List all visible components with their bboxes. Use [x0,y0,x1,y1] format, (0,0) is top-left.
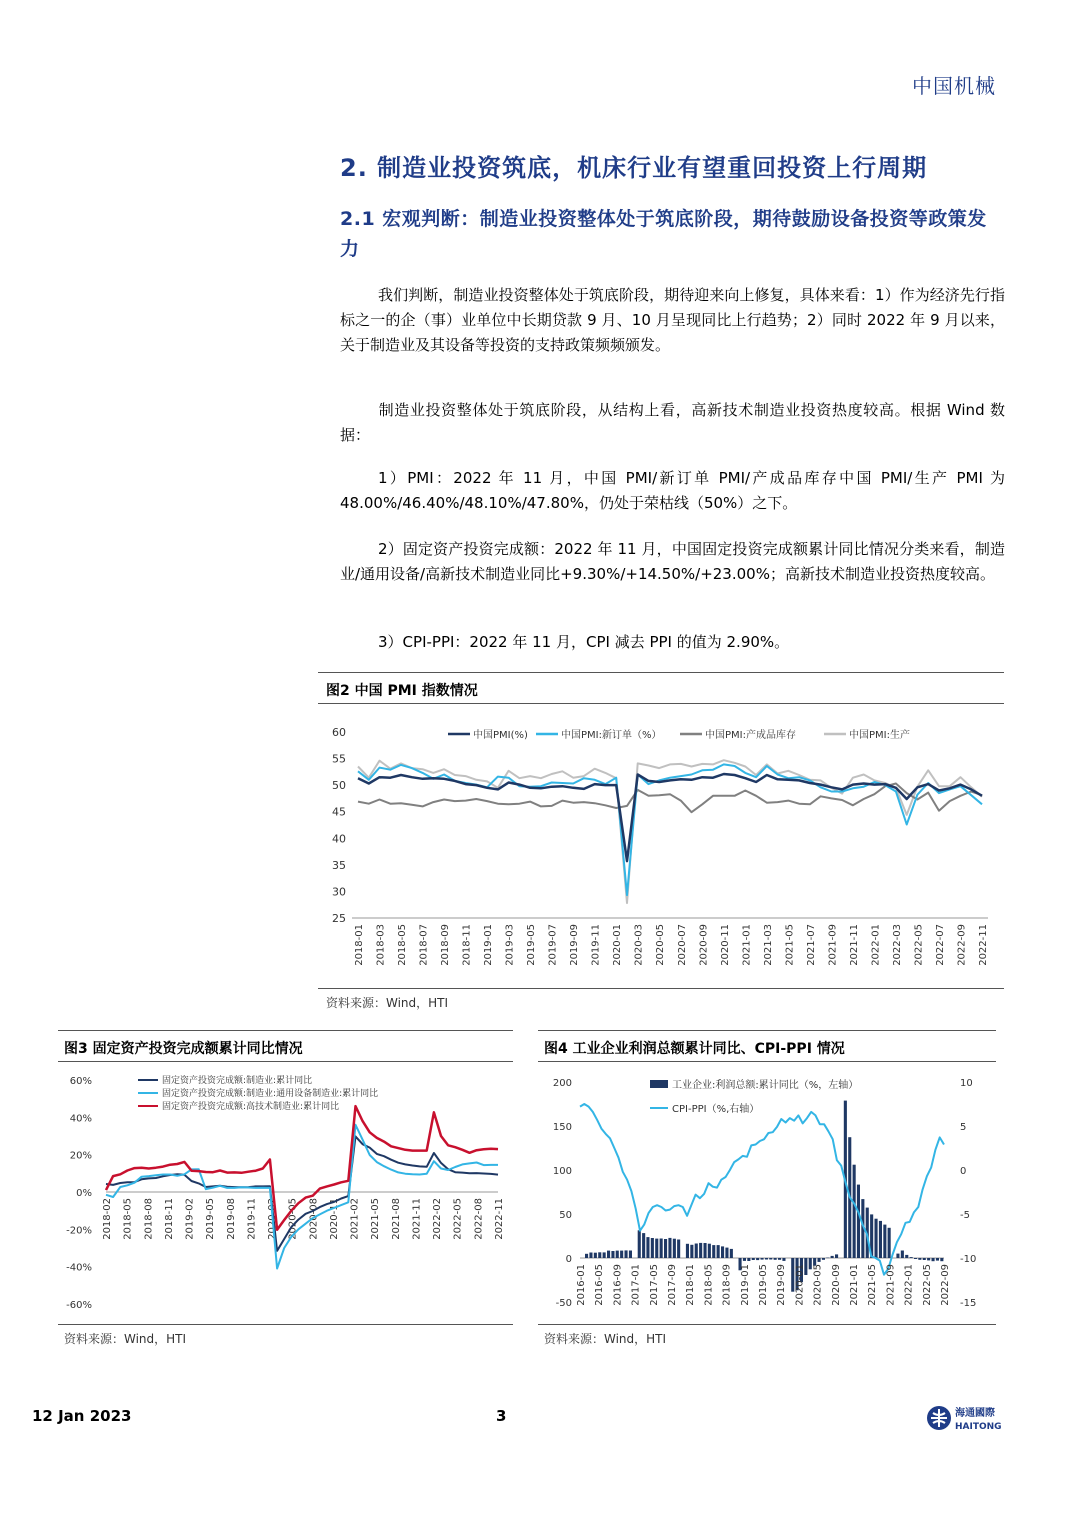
profit-bar [625,1250,628,1258]
pmi-xtick-label: 2021-05 [784,924,796,966]
pmi-xtick-label: 2021-01 [741,924,753,966]
profit-right-ytick-label: -5 [960,1210,970,1221]
pmi-xtick-label: 2019-05 [526,924,538,966]
fig3-bottom-rule [58,1324,513,1325]
pmi-xtick-label: 2018-09 [440,924,452,966]
profit-bar [721,1246,724,1258]
profit-bar [695,1244,698,1259]
profit-bar [932,1258,935,1261]
profit-bar [809,1258,812,1269]
subsection-title: 2.1 宏观判断：制造业投资整体处于筑底阶段，期待鼓励设备投资等政策发力 [340,208,987,260]
pmi-xtick-label: 2022-05 [913,924,925,966]
profit-bar [927,1258,930,1260]
pmi-xtick-label: 2020-09 [698,924,710,966]
paragraph-4 [340,537,1005,587]
profit-bar [725,1248,728,1258]
pmi-legend-label: 中国PMI:新订单（%） [561,730,662,741]
profit-bar [914,1258,917,1259]
fai-xtick-label: 2022-11 [494,1198,505,1240]
pmi-xtick-label: 2019-11 [590,924,602,966]
fig2-mid-rule [318,703,1004,704]
fig3-source: 资料来源：Wind，HTI [64,1332,187,1346]
fig2-top-rule [318,672,1004,673]
profit-xtick-label: 2019-01 [739,1264,751,1306]
pmi-xtick-label: 2021-09 [827,924,839,966]
paragraph-5-text: 3）CPI-PPI：2022 年 11 月，CPI 减去 PPI 的值为 2.90%。 [378,633,790,651]
profit-bar [879,1221,882,1258]
pmi-ytick-label: 60 [332,726,346,739]
paragraph-3-text: 1）PMI：2022 年 11 月，中国 PMI/新订单 PMI/产成品库存中国 PMI/生产 PMI 为 48.00%/46.40%/48.10%/47.80%，仍处于荣枯线（50%）之下。 [340,469,1005,512]
paragraph-2 [340,398,1005,448]
pmi-xtick-label: 2022-09 [956,924,968,966]
profit-bar [765,1258,768,1260]
paragraph-2-text: 制造业投资整体处于筑底阶段，从结构上看，高新技术制造业投资热度较高。根据 Wind 数据： [340,401,1005,444]
profit-xtick-label: 2017-09 [667,1264,678,1306]
profit-bar [875,1219,878,1258]
profit-bar [769,1258,772,1260]
fai-xtick-label: 2020-08 [308,1198,320,1240]
profit-xtick-label: 2016-01 [576,1264,587,1306]
profit-bar [923,1258,926,1260]
profit-bar [603,1252,606,1258]
fig3-top-rule [58,1030,513,1031]
profit-bar [673,1239,676,1258]
profit-bar [918,1258,921,1260]
profit-xtick-label: 2020-05 [812,1264,824,1306]
profit-bar [910,1257,913,1258]
fai-ytick-label: 0% [76,1188,92,1199]
fai-xtick-label: 2018-05 [122,1198,134,1240]
profit-bar [611,1251,614,1258]
profit-left-ytick-label: 50 [559,1210,572,1221]
running-header: 中国机械 [912,74,996,98]
fai-legend-label: 固定资产投资完成额:高技术制造业:累计同比 [162,1102,340,1112]
profit-right-ytick-label: 5 [960,1122,967,1133]
pmi-ytick-label: 50 [332,779,346,793]
profit-legend-line-label: CPI-PPI（%,右轴） [672,1104,760,1115]
haitong-logo [925,1402,1015,1434]
profit-bar [690,1245,693,1258]
profit-bar [761,1258,764,1260]
pmi-legend-label: 中国PMI(%) [473,730,528,741]
haitong-logo-mark [925,1402,1015,1434]
pmi-xtick-label: 2020-05 [655,924,667,966]
profit-xtick-label: 2019-09 [776,1264,788,1306]
profit-xtick-label: 2018-05 [703,1264,715,1306]
pmi-ytick-label: 25 [332,912,346,925]
fai-xtick-label: 2019-02 [184,1198,196,1240]
profit-bar [756,1258,759,1260]
profit-xtick-label: 2022-09 [940,1264,951,1306]
profit-xtick-label: 2017-05 [648,1264,660,1306]
fig2-title: 图2 中国 PMI 指数情况 [326,683,478,699]
profit-bar [651,1238,654,1258]
profit-bar [853,1165,856,1258]
profit-bar [638,1230,641,1258]
fai-xtick-label: 2022-05 [452,1198,464,1240]
fai-series-line-2 [106,1125,498,1269]
paragraph-3 [340,466,1005,516]
fai-ytick-label: 20% [69,1150,92,1162]
profit-bar [747,1258,750,1261]
pmi-xtick-label: 2020-03 [633,924,645,966]
profit-legend-bar-swatch [650,1080,668,1088]
fai-xtick-label: 2022-08 [473,1198,485,1240]
profit-bar [730,1249,733,1258]
pmi-xtick-label: 2019-07 [547,924,559,966]
profit-bar [896,1254,899,1258]
profit-left-ytick-label: 150 [552,1122,572,1133]
pmi-xtick-label: 2019-09 [569,924,581,966]
profit-xtick-label: 2022-05 [921,1264,933,1306]
profit-left-ytick-label: 0 [565,1254,572,1265]
fai-xtick-label: 2019-08 [225,1198,237,1240]
profit-chart [538,1066,998,1322]
fig4-top-rule [538,1030,996,1031]
fai-legend-label: 固定资产投资完成额:制造业:通用设备制造业:累计同比 [162,1089,379,1099]
profit-xtick-label: 2021-01 [849,1264,860,1306]
profit-xtick-label: 2020-09 [830,1264,842,1306]
fai-xtick-label: 2020-05 [287,1198,299,1240]
profit-bar [646,1237,649,1258]
profit-bar [818,1258,821,1262]
fai-legend-label: 固定资产投资完成额:制造业:累计同比 [162,1076,313,1086]
fai-xtick-label: 2018-02 [102,1198,113,1240]
profit-bar [822,1258,825,1260]
fai-xtick-label: 2018-11 [163,1198,175,1240]
pmi-xtick-label: 2021-11 [848,924,860,966]
profit-right-ytick-label: -15 [960,1298,977,1309]
pmi-legend-label: 中国PMI:产成品库存 [705,730,796,741]
profit-bar [607,1251,610,1258]
fai-ytick-label: -20% [66,1225,92,1237]
profit-bar [598,1252,601,1258]
fai-xtick-label: 2021-02 [349,1198,361,1240]
profit-right-ytick-label: -10 [960,1254,977,1265]
pmi-ytick-label: 40 [332,832,346,846]
footer-page-number: 3 [496,1407,507,1425]
profit-bar [594,1253,597,1258]
profit-bar [708,1244,711,1258]
fai-ytick-label: -60% [66,1300,92,1311]
profit-bar [717,1245,720,1258]
pmi-xtick-label: 2022-03 [891,924,903,966]
pmi-xtick-label: 2022-07 [934,924,946,966]
profit-bar [901,1251,904,1259]
pmi-xtick-label: 2018-01 [354,924,365,966]
svg-text:海通國際: 海通國際 [955,1408,995,1419]
pmi-chart [318,710,1008,986]
profit-bar [686,1244,689,1258]
profit-bar [712,1245,715,1258]
pmi-xtick-label: 2018-07 [418,924,430,966]
profit-xtick-label: 2016-05 [594,1264,606,1306]
profit-bar [660,1239,663,1259]
profit-bar [743,1258,746,1261]
profit-xtick-label: 2018-01 [685,1264,697,1306]
profit-bar [752,1258,755,1260]
profit-bar [782,1258,785,1261]
fig2-source: 资料来源：Wind，HTI [326,996,449,1010]
profit-bar [699,1243,702,1258]
pmi-xtick-label: 2019-01 [483,924,495,966]
fig4-title: 图4 工业企业利润总额累计同比、CPI-PPI 情况 [544,1041,845,1057]
profit-legend-bar-label: 工业企业:利润总额:累计同比（%，左轴） [672,1080,859,1091]
paragraph-1 [340,283,1005,358]
profit-xtick-label: 2022-01 [903,1264,915,1306]
profit-bar [585,1254,588,1258]
pmi-xtick-label: 2021-03 [762,924,774,966]
fai-chart [58,1066,516,1322]
pmi-xtick-label: 2020-01 [612,924,624,966]
profit-xtick-label: 2021-05 [867,1264,879,1306]
pmi-xtick-label: 2018-11 [461,924,473,966]
fig4-bottom-rule [538,1324,996,1325]
pmi-legend-label: 中国PMI:生产 [849,730,910,741]
profit-bar [883,1225,886,1258]
pmi-xtick-label: 2021-07 [805,924,817,966]
pmi-xtick-label: 2022-11 [978,924,989,966]
pmi-xtick-label: 2020-07 [676,924,688,966]
profit-bar [826,1258,829,1259]
profit-bar [642,1233,645,1258]
profit-bar [835,1254,838,1258]
fai-xtick-label: 2019-05 [205,1198,217,1240]
fai-xtick-label: 2020-02 [267,1198,279,1240]
profit-bar [857,1185,860,1258]
fai-ytick-label: 40% [69,1113,92,1125]
profit-bar [629,1251,632,1259]
paragraph-1-text: 我们判断，制造业投资整体处于筑底阶段，期待迎来向上修复，具体来看：1）作为经济先行指标之一的企（事）业单位中长期贷款 9 月、10 月呈现同比上行趋势；2）同时 2022 年 9 月以来，关于制造业及其设备等投资的支持政策频频颁发。 [340,286,1005,354]
fai-ytick-label: 60% [69,1076,92,1087]
fai-xtick-label: 2021-08 [390,1198,402,1240]
fig2-bottom-rule [318,988,1004,989]
fai-xtick-label: 2018-08 [143,1198,155,1240]
fig4-mid-rule [538,1061,996,1062]
profit-bar [589,1253,592,1259]
profit-bar [888,1228,891,1258]
profit-bar [668,1238,671,1258]
profit-xtick-label: 2019-05 [758,1264,769,1306]
svg-text:HAITONG: HAITONG [955,1422,1002,1432]
pmi-ytick-label: 30 [332,885,346,899]
profit-bar [778,1258,781,1260]
profit-bar [704,1243,707,1258]
section-title: 2. 制造业投资筑底，机床行业有望重回投资上行周期 [340,154,928,182]
paragraph-5 [340,630,1005,655]
profit-left-ytick-label: -50 [555,1298,572,1309]
fai-xtick-label: 2022-02 [432,1198,444,1240]
fai-xtick-label: 2021-05 [370,1198,382,1240]
paragraph-4-text: 2）固定资产投资完成额：2022 年 11 月，中国固定投资完成额累计同比情况分类来看，制造业/通用设备/高新技术制造业同比+9.30%/+14.50%/+23.00%；高新技术制造业投资热度较高。 [340,540,1005,583]
pmi-xtick-label: 2022-01 [870,924,882,966]
profit-xtick-label: 2021-09 [885,1264,897,1306]
profit-xtick-label: 2018-09 [721,1264,733,1306]
profit-bar [655,1239,658,1258]
profit-bar [831,1256,834,1258]
pmi-xtick-label: 2020-11 [719,924,731,966]
pmi-ytick-label: 55 [332,752,346,766]
fai-xtick-label: 2021-11 [411,1198,423,1240]
fai-xtick-label: 2019-11 [246,1198,258,1240]
fig4-source: 资料来源：Wind，HTI [544,1332,667,1346]
pmi-xtick-label: 2019-03 [504,924,516,966]
profit-bar [620,1251,623,1258]
profit-bar [905,1255,908,1258]
profit-left-ytick-label: 200 [552,1078,572,1089]
profit-xtick-label: 2017-01 [630,1264,642,1306]
pmi-ytick-label: 35 [332,858,346,872]
pmi-ytick-label: 45 [332,805,346,819]
fig3-mid-rule [58,1061,513,1062]
fig3-title: 图3 固定资产投资完成额累计同比情况 [64,1041,303,1057]
pmi-xtick-label: 2018-05 [397,924,409,966]
profit-bar [936,1258,939,1261]
pmi-xtick-label: 2018-03 [375,924,387,966]
profit-bar [774,1258,777,1260]
fai-ytick-label: -40% [66,1262,92,1274]
profit-bar [677,1240,680,1259]
profit-bar [940,1258,943,1261]
profit-right-ytick-label: 0 [960,1166,967,1177]
profit-xtick-label: 2016-09 [612,1264,624,1306]
footer-date: 12 Jan 2023 [32,1407,132,1425]
profit-left-ytick-label: 100 [552,1166,572,1177]
fai-xtick-label: 2020-11 [328,1198,340,1240]
profit-bar [664,1239,667,1258]
profit-xtick-label: 2020-01 [794,1264,806,1306]
profit-right-ytick-label: 10 [960,1078,973,1089]
profit-bar [616,1251,619,1258]
